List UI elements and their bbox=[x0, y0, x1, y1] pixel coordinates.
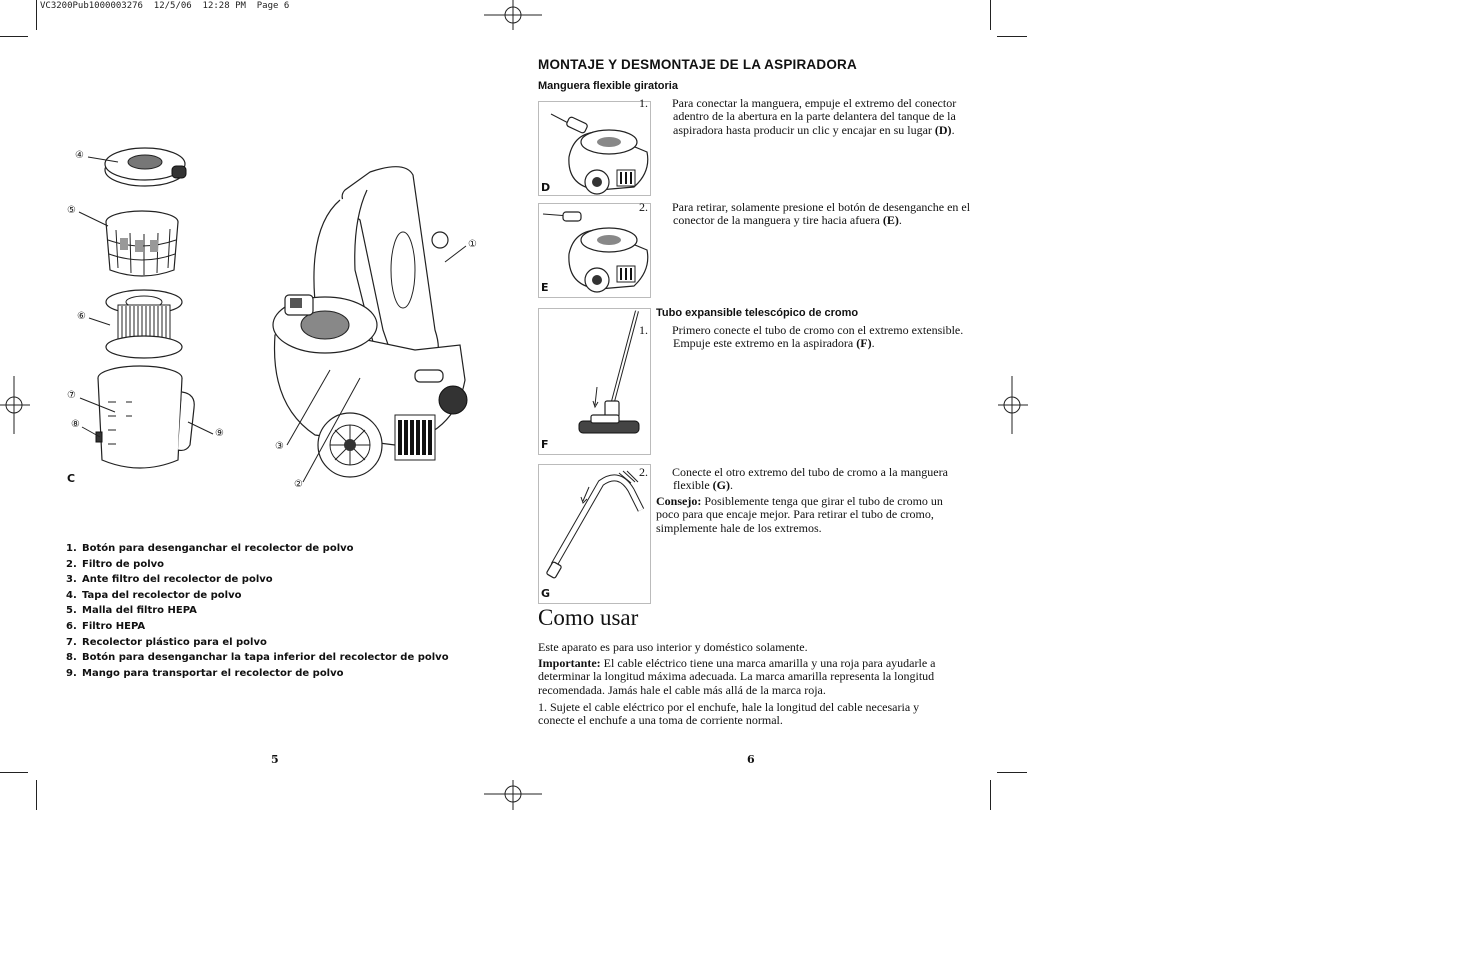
crop-mark bbox=[990, 780, 991, 810]
figure-letter-e: E bbox=[541, 281, 549, 294]
parts-list-item: 1. Botón para desenganchar el recolector de polvo bbox=[66, 543, 354, 554]
tube-step-2: 2. Conecte el otro extremo del tubo de cromo a la manguera flexible (G). bbox=[639, 465, 948, 493]
section-title: MONTAJE Y DESMONTAJE DE LA ASPIRADORA bbox=[538, 57, 857, 72]
figure-letter-f: F bbox=[541, 438, 549, 451]
figure-e bbox=[538, 203, 651, 298]
tube-heading: Tubo expansible telescópico de cromo bbox=[656, 307, 859, 319]
parts-list-item: 5. Malla del filtro HEPA bbox=[66, 605, 197, 617]
tube-step-1: 1. Primero conecte el tubo de cromo con el extremo extensible. Empuje este extremo en la aspiradora (F). bbox=[639, 323, 964, 351]
callout-6: ⑥ bbox=[77, 311, 86, 322]
callout-7: ⑦ bbox=[67, 390, 76, 401]
callout-9: ⑨ bbox=[215, 428, 224, 439]
figure-letter-c: C bbox=[67, 472, 76, 485]
figure-f-illustration bbox=[539, 309, 650, 454]
howto-title: Como usar bbox=[538, 605, 639, 630]
figure-g bbox=[538, 464, 651, 604]
howto-intro: Este aparato es para uso interior y doméstico solamente. bbox=[538, 640, 808, 654]
page-number-left: 5 bbox=[271, 753, 279, 766]
crop-mark bbox=[36, 780, 37, 810]
howto-step-1: 1. Sujete el cable eléctrico por el enchufe, hale la longitud del cable necesaria y conecte el enchufe a una toma de corriente normal. bbox=[538, 700, 920, 728]
parts-list-item: 8. Botón para desenganchar la tapa inferior del recolector de polvo bbox=[66, 652, 449, 664]
parts-list-item: 7. Recolector plástico para el polvo bbox=[66, 636, 267, 648]
callout-1: ① bbox=[468, 239, 477, 250]
callout-3: ③ bbox=[275, 441, 284, 452]
hose-step-2: 2. Para retirar, solamente presione el botón de desenganche en el conector de la manguera y tire hacia afuera (E). bbox=[639, 200, 971, 228]
callout-5: ⑤ bbox=[67, 205, 76, 216]
parts-list-item: 6. Filtro HEPA bbox=[66, 620, 146, 632]
crop-mark bbox=[997, 772, 1027, 773]
crop-mark bbox=[997, 36, 1027, 37]
print-slug: VC3200Pub1000003276 12/5/06 12:28 PM Page 6 bbox=[40, 1, 290, 11]
parts-list-item: 4. Tapa del recolector de polvo bbox=[66, 589, 242, 601]
registration-mark bbox=[484, 780, 542, 810]
figure-letter-g: G bbox=[541, 587, 551, 600]
howto-important: Importante: El cable eléctrico tiene una marca amarilla y una roja para ayudarle a determinar la longitud máxima adecuada. La marca amarilla representa la longitud recomendada. Jamás hale el cable más allá de la marca roja. bbox=[538, 656, 936, 697]
figure-g-illustration bbox=[539, 465, 650, 603]
figure-letter-d: D bbox=[541, 181, 551, 194]
hose-heading: Manguera flexible giratoria bbox=[538, 80, 678, 92]
tube-tip: Consejo: Posiblemente tenga que girar el tubo de cromo un poco para que encaje mejor. Para retirar el tubo de cromo, simplemente hale de los extremos. bbox=[656, 494, 943, 535]
crop-mark bbox=[990, 0, 991, 30]
callout-2: ② bbox=[294, 479, 303, 490]
figure-d bbox=[538, 101, 651, 196]
figure-f bbox=[538, 308, 651, 455]
parts-list bbox=[66, 543, 449, 683]
figure-e-illustration bbox=[539, 204, 650, 297]
crop-mark bbox=[0, 772, 28, 773]
callout-4: ④ bbox=[75, 150, 84, 161]
page-number-right: 6 bbox=[747, 753, 755, 766]
parts-list-item: 2. Filtro de polvo bbox=[66, 558, 165, 570]
registration-mark bbox=[998, 376, 1028, 434]
hose-step-1: 1. Para conectar la manguera, empuje el extremo del conector adentro de la abertura en la parte delantera del tanque de la aspiradora hasta producir un clic y encajar en su lugar (D). bbox=[639, 96, 957, 137]
parts-list-item: 9. Mango para transportar el recolector de polvo bbox=[66, 667, 344, 679]
figure-d-illustration bbox=[539, 102, 650, 195]
parts-list-item: 3. Ante filtro del recolector de polvo bbox=[66, 574, 273, 586]
callout-8: ⑧ bbox=[71, 419, 80, 430]
